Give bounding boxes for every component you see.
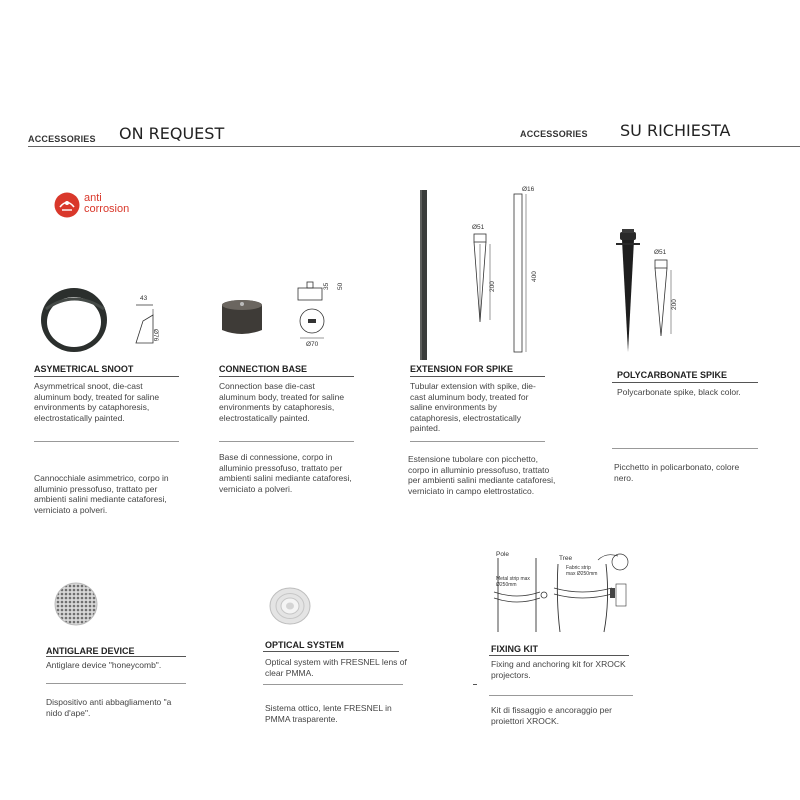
- optical-desc-it: Sistema ottico, lente FRESNEL in PMMA trasparente.: [265, 703, 392, 724]
- svg-text:Ø16: Ø16: [522, 186, 535, 193]
- optical-title: OPTICAL SYSTEM: [265, 640, 344, 650]
- svg-text:50: 50: [337, 282, 344, 290]
- fixing-desc-it: Kit di fissaggio e ancoraggio per proiettori XROCK.: [491, 705, 612, 726]
- fixing-title-rule: [489, 655, 629, 656]
- svg-text:Ø70: Ø70: [306, 341, 319, 348]
- snoot-title: ASYMETRICAL SNOOT: [34, 364, 134, 374]
- antiglare-desc-it: Dispositivo anti abbagliamento "a nido d'ape".: [46, 697, 172, 718]
- optical-divider: [263, 684, 403, 685]
- fixing-kit-illustration: [488, 550, 638, 635]
- base-divider: [219, 441, 354, 442]
- fixing-label-pole: Pole: [496, 551, 510, 558]
- fixing-dash: [473, 684, 477, 685]
- base-desc-it: Base di connessione, corpo in alluminio pressofuso, trattato per ambienti salini mediante cataforesi, verniciato a polveri.: [219, 452, 352, 494]
- header-left-title: ON REQUEST: [119, 124, 225, 143]
- extension-divider: [410, 441, 545, 442]
- extension-desc-en: Tubular extension with spike, die-cast aluminum body, treated for saline environments by cataphoresis, electrostatically painted.: [410, 381, 536, 433]
- header-right-label: ACCESSORIES: [520, 129, 588, 139]
- svg-text:43: 43: [140, 295, 148, 302]
- extension-title: EXTENSION FOR SPIKE: [410, 364, 514, 374]
- extension-desc-it: Estensione tubolare con picchetto, corpo in alluminio pressofuso, trattato per ambienti salini mediante cataforesi, verniciato in campo elettrostatico.: [408, 454, 556, 496]
- polyspike-illustration: [610, 228, 700, 358]
- anti-corrosion-badge: [54, 192, 154, 222]
- antiglare-title-rule: [46, 656, 186, 657]
- snoot-illustration: [36, 285, 176, 357]
- fixing-divider: [489, 695, 633, 696]
- header-right-title: SU RICHIESTA: [620, 121, 731, 140]
- optical-title-rule: [263, 651, 399, 652]
- extension-title-rule: [410, 376, 545, 377]
- badge-line2: corrosion: [84, 203, 130, 215]
- polyspike-title-rule: [612, 382, 758, 383]
- fixing-title: FIXING KIT: [491, 644, 538, 654]
- fixing-label-metal: Metal strip max Ø250mm: [496, 576, 530, 588]
- svg-text:35: 35: [323, 282, 330, 290]
- base-illustration: [218, 278, 358, 358]
- svg-text:200: 200: [489, 281, 496, 292]
- fixing-label-fabric: Fabric strip max Ø250mm: [566, 565, 598, 577]
- base-desc-en: Connection base die-cast aluminum body, treated for saline environments by cataphoresis, electrostatically painted.: [219, 381, 345, 423]
- snoot-desc-en: Asymmetrical snoot, die-cast aluminum body, treated for saline environments by cataphoresis, electrostatically painted.: [34, 381, 160, 423]
- polyspike-title: POLYCARBONATE SPIKE: [617, 370, 728, 380]
- badge-line1: anti: [84, 192, 102, 204]
- antiglare-desc-en: Antiglare device "honeycomb".: [46, 660, 162, 670]
- snoot-title-rule: [34, 376, 179, 377]
- fixing-desc-en: Fixing and anchoring kit for XROCK projectors.: [491, 659, 626, 680]
- header-divider: [28, 146, 800, 147]
- snoot-desc-it: Cannocchiale asimmetrico, corpo in alluminio pressofuso, trattato per ambienti salini mediante cataforesi, verniciato a polveri.: [34, 473, 169, 515]
- base-title: CONNECTION BASE: [219, 364, 308, 374]
- fresnel-lens-illustration: [268, 586, 312, 626]
- base-title-rule: [219, 376, 354, 377]
- antiglare-divider: [46, 683, 186, 684]
- optical-desc-en: Optical system with FRESNEL lens of clear PMMA.: [265, 657, 407, 678]
- svg-text:Ø51: Ø51: [472, 224, 485, 231]
- svg-text:200: 200: [671, 299, 678, 310]
- fixing-label-tree: Tree: [559, 555, 573, 562]
- polyspike-desc-it: Picchetto in policarbonato, colore nero.: [614, 462, 740, 483]
- snoot-divider: [34, 441, 179, 442]
- extension-illustration: [410, 182, 560, 362]
- antiglare-title: ANTIGLARE DEVICE: [46, 646, 135, 656]
- polyspike-desc-en: Polycarbonate spike, black color.: [617, 387, 741, 397]
- honeycomb-illustration: [52, 580, 100, 628]
- polyspike-divider: [612, 448, 758, 449]
- anti-corrosion-icon: [54, 192, 80, 218]
- svg-text:Ø76: Ø76: [152, 329, 159, 342]
- header-left-label: ACCESSORIES: [28, 134, 96, 144]
- svg-text:Ø51: Ø51: [654, 249, 667, 256]
- svg-text:400: 400: [531, 271, 538, 282]
